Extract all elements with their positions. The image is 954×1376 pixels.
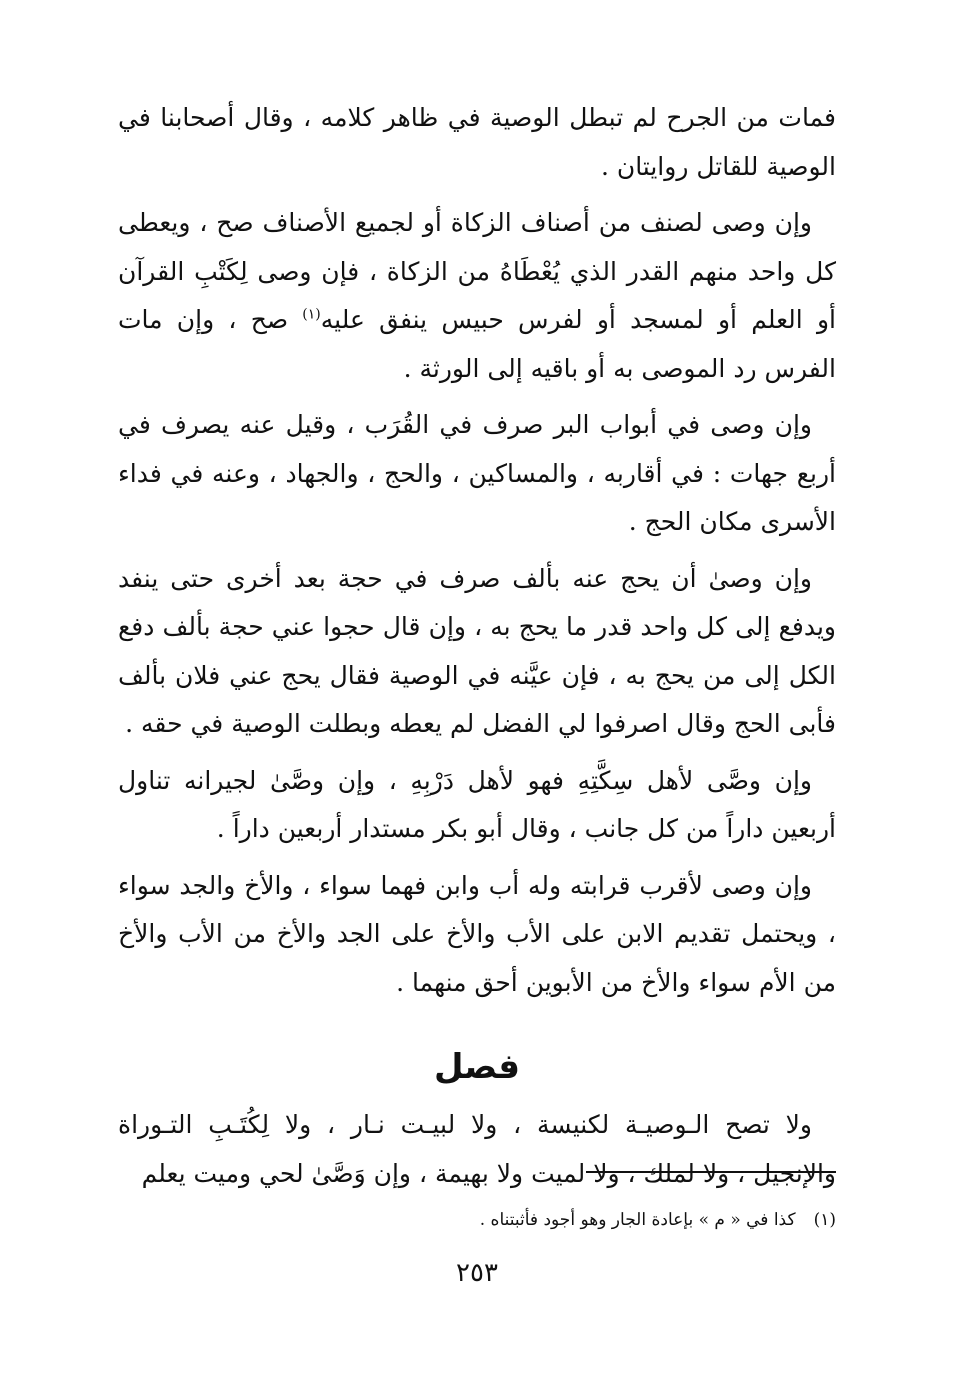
paragraph-2-text-after: صح ، وإن مات الفرس رد الموصى به أو باقيه إلى الورثة .: [118, 305, 836, 383]
section-paragraph: [118, 1101, 836, 1198]
footnote-text: كذا في « م » بإعادة الجار وهو أجود فأثبتناه .: [479, 1210, 796, 1230]
paragraph-2-text: وإن وصى لصنف من أصناف الزكاة أو لجميع الأصناف صح ، ويعطى كل واحد منهم القدر الذي يُعْطَاهُ من الزكاة ، فإن وصى لِكَتْبِ القرآن أو العلم أو لمسجد أو لفرس حبيس ينفق عليه: [118, 208, 836, 334]
paragraph-5-text: وإن وصَّى لأهل سِكَّتِهِ فهو لأهل دَرْبِهِ ، وإن وصَّىٰ لجيرانه تناول أربعين داراً من كل جانب ، وقال أبو بكر مستدار أربعين داراً .: [118, 765, 836, 843]
paragraph-4: [118, 555, 836, 749]
paragraph-6-text: وإن وصى لأقرب قرابته وله أب وابن فهما سواء ، والأخ والجد سواء ، ويحتمل تقديم الابن على الأب والأخ على الجد والأخ من الأب والأخ من الأم سواء والأخ من الأبوين أحق منهما .: [118, 870, 836, 997]
page-number: ٢٥٣: [456, 1258, 498, 1288]
paragraph-4-text: وإن وصىٰ أن يحج عنه بألف صرف في حجة بعد أخرى حتى ينفد ويدفع إلى كل واحد قدر ما يحج به ، وإن قال حجوا عني حجة بألف دفع الكل إلى من يحج به ، فإن عيَّنه في الوصية فقال يحج عني فلان بألف فأبى الحج وقال اصرفوا لي الفضل لم يعطه وبطلت الوصية في حقه .: [118, 563, 836, 738]
footnote-divider: [586, 1171, 836, 1173]
footnote-reference: (١): [302, 306, 321, 323]
paragraph-3: [118, 401, 836, 547]
footnote-number: (١): [813, 1210, 836, 1230]
paragraph-3-text: وإن وصى في أبواب البر صرف في القُرَب ، وقيل عنه يصرف في أربع جهات : في أقاربه ، والمساكين ، والحج ، والجهاد ، وعنه في فداء الأسرى مكان الحج .: [118, 410, 836, 536]
paragraph-1-text: فمات من الجرح لم تبطل الوصية في ظاهر كلامه ، وقال أصحابنا في الوصية للقاتل روايتان .: [118, 103, 836, 181]
section-heading: فصل: [433, 1047, 521, 1087]
paragraph-2: [118, 199, 836, 393]
paragraph-6: [118, 862, 836, 1008]
paragraph-1: [118, 94, 836, 191]
section-paragraph-text: ولا تصح الـوصيـة لكنيسة ، ولا لبيـت نـار ، ولا لِكُتَـبِ التـوراة والإنجيل ، ولا لملك ، ولا لميت ولا بهيمة ، وإن وَصَّىٰ لحي وميت يعلم: [118, 1110, 836, 1188]
page-body: [118, 94, 836, 1206]
footnote: [118, 1206, 836, 1234]
paragraph-5: [118, 757, 836, 854]
